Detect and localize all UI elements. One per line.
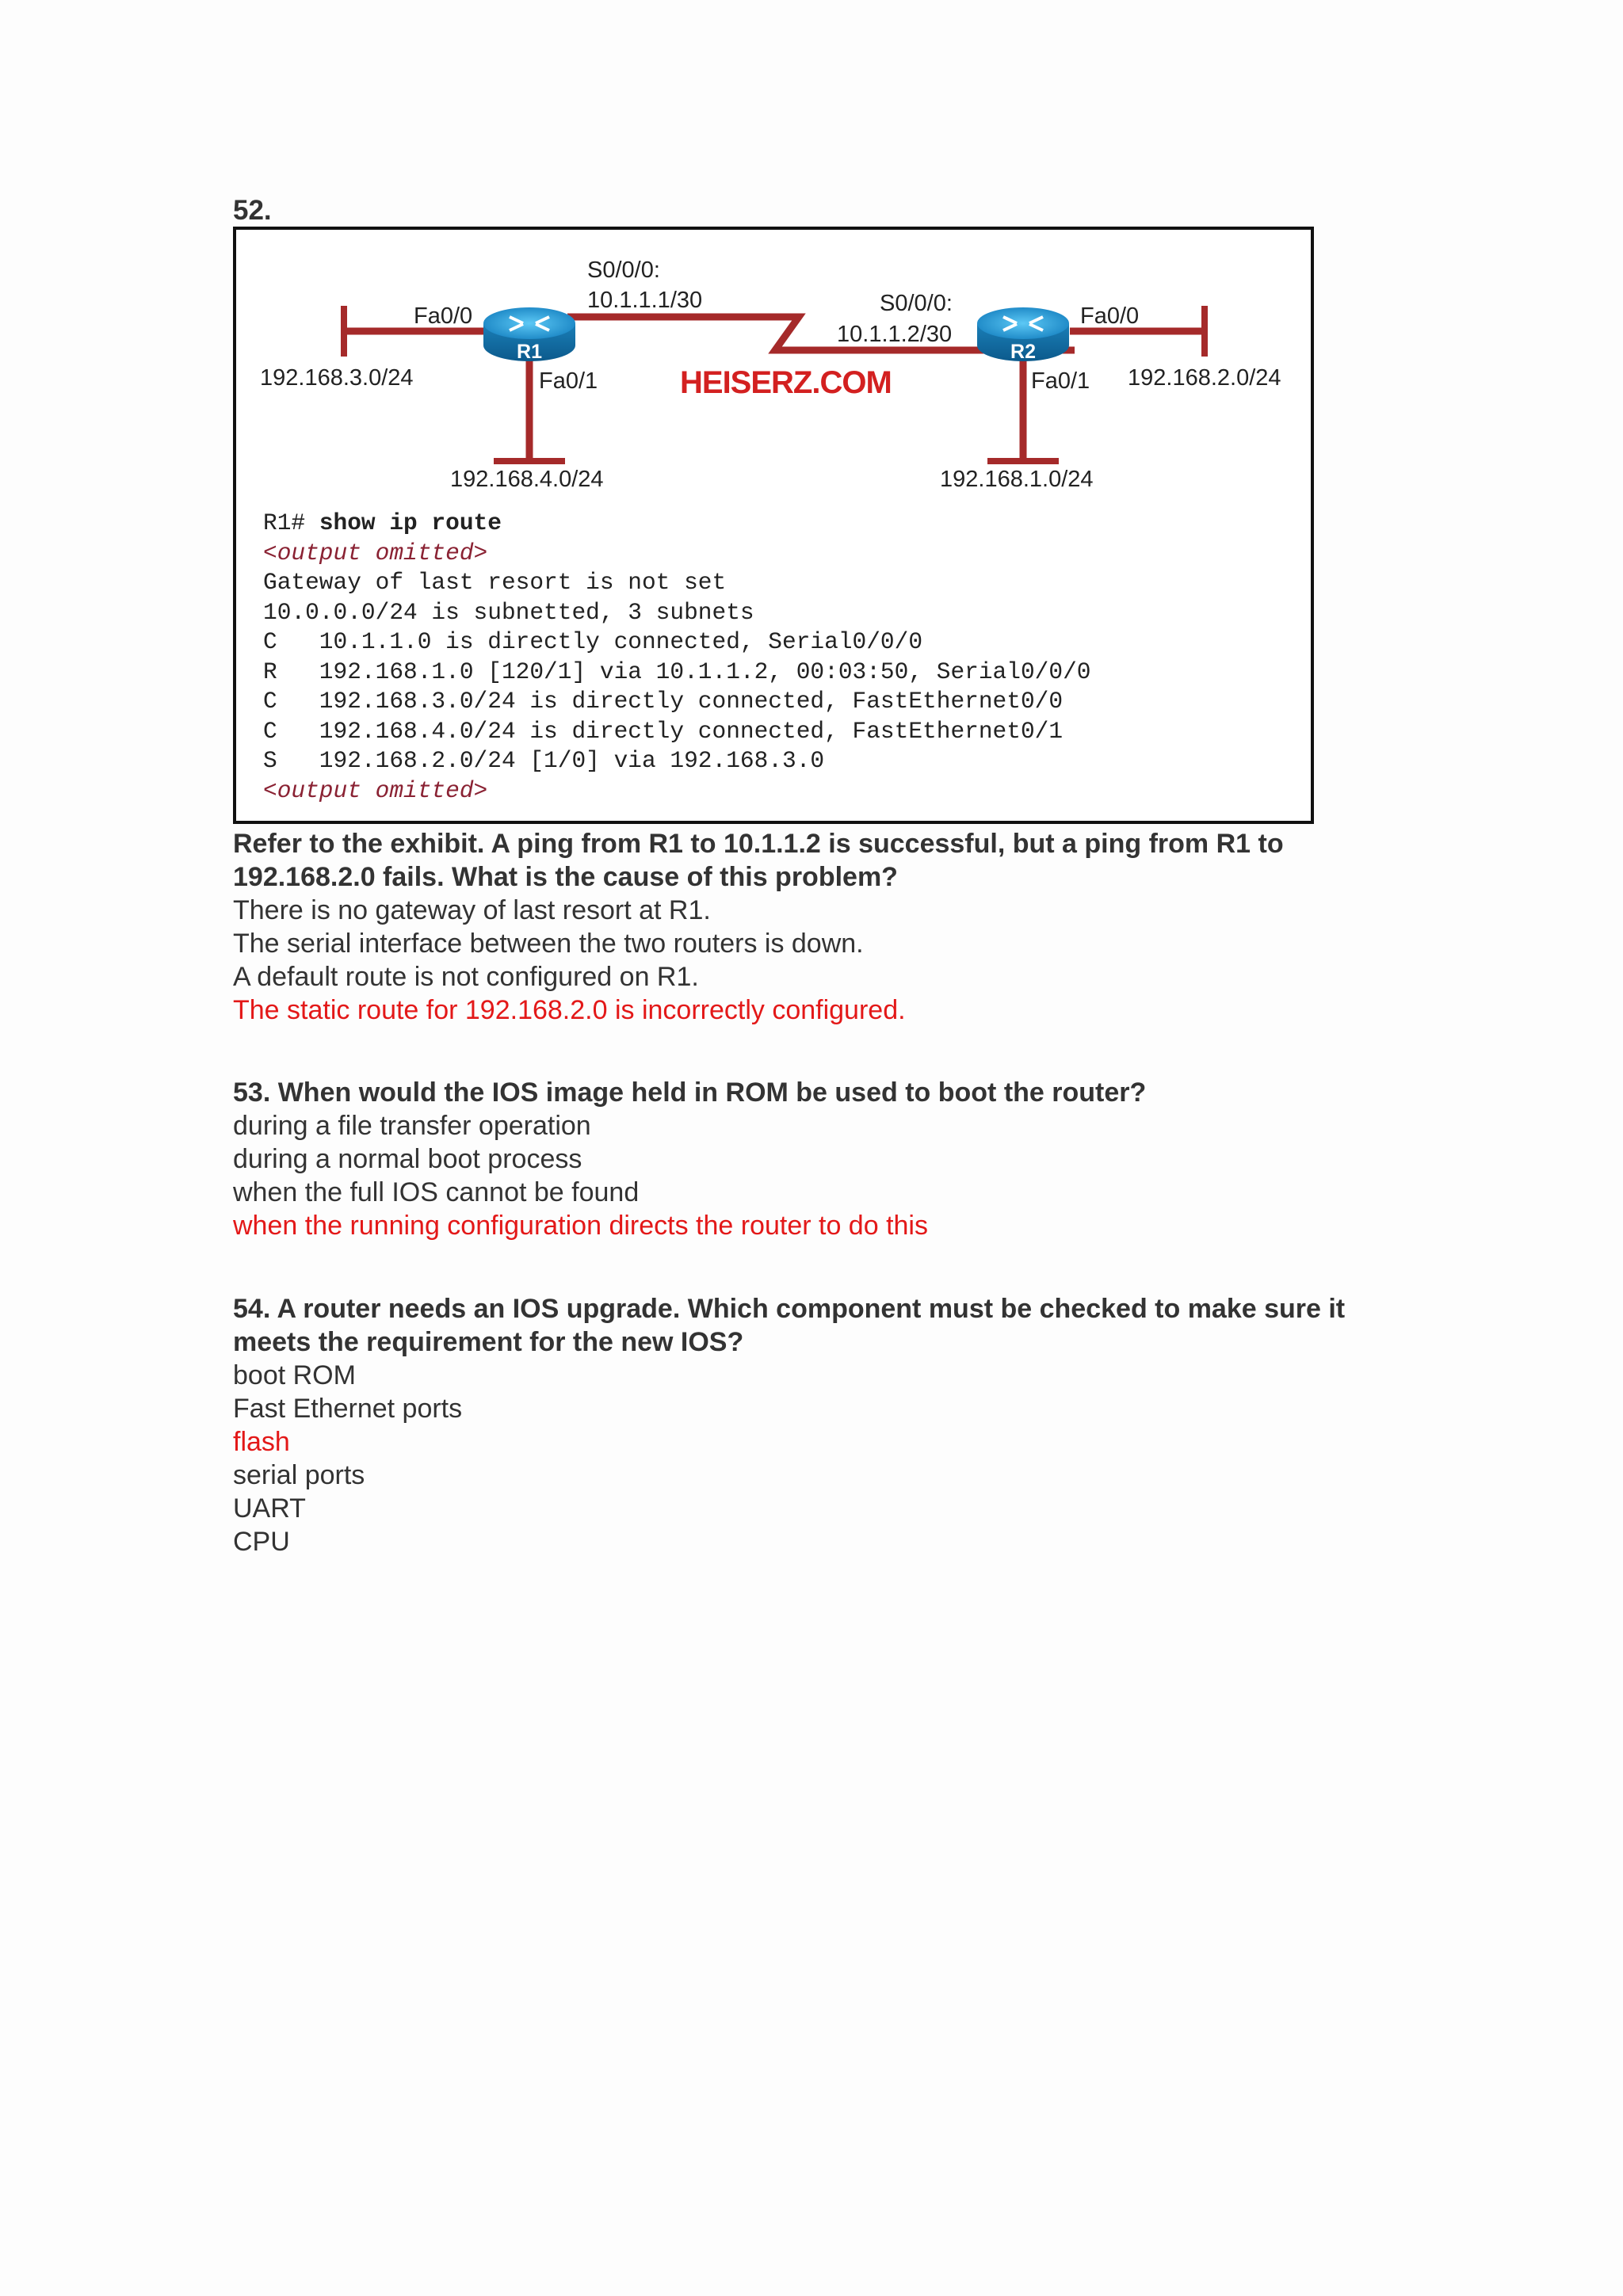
question-54-option: CPU [233,1527,290,1557]
cli-line: S 192.168.2.0/24 [1/0] via 192.168.3.0 [263,747,825,774]
question-53-option: during a normal boot process [233,1144,582,1174]
question-53-option: during a file transfer operation [233,1111,591,1141]
question-53-stem: 53. When would the IOS image held in ROM be used to boot the router? [233,1077,1147,1108]
router-r2-icon [977,307,1069,363]
question-52-number: 52. [233,195,272,226]
question-52-option: The serial interface between the two routers is down. [233,929,864,959]
r2-fa00-label: Fa0/0 [1080,303,1140,329]
question-53-option: when the full IOS cannot be found [233,1177,640,1207]
router-r2-label: R2 [1010,341,1036,363]
cli-output [263,509,1090,806]
cli-omitted-top: <output omitted> [263,539,488,566]
question-54-correct-answer: flash [233,1427,290,1457]
r2-s000-ip: 10.1.1.2/30 [837,322,953,347]
r1-s000-ip: 10.1.1.1/30 [587,288,703,313]
router-r1-icon [483,307,575,363]
r2-fa01-label: Fa0/1 [1031,368,1090,394]
r1-s000-label: S0/0/0: [587,257,660,283]
question-53 [233,1076,1406,1242]
cli-line: 10.0.0.0/24 is subnetted, 3 subnets [263,598,754,626]
network-192-168-4-label: 192.168.4.0/24 [450,467,604,492]
cli-line: Gateway of last resort is not set [263,569,727,596]
question-54-stem: 54. A router needs an IOS upgrade. Which component must be checked to make sure it meets the requirement for the new IOS? [233,1294,1346,1357]
r1-fa01-label: Fa0/1 [539,368,598,394]
watermark-text: HEISERZ.COM [680,365,892,400]
cli-line: R 192.168.1.0 [120/1] via 10.1.1.2, 00:03:50, Serial0/0/0 [263,658,1091,685]
question-54-option: Fast Ethernet ports [233,1394,463,1424]
cli-line: C 192.168.3.0/24 is directly connected, FastEthernet0/0 [263,688,1064,715]
cli-command: show ip route [319,509,502,536]
question-52-correct-answer: The static route for 192.168.2.0 is incorrectly configured. [233,995,906,1025]
question-52-stem: Refer to the exhibit. A ping from R1 to 10.1.1.2 is successful, but a ping from R1 to 192.168.2.0 fails. What is the cause of this problem? [233,829,1284,892]
question-52 [233,827,1374,1027]
network-192-168-2-label: 192.168.2.0/24 [1128,365,1281,391]
cli-prompt: R1# [263,509,319,536]
question-54 [233,1292,1406,1558]
question-54-option: serial ports [233,1460,365,1490]
network-192-168-3-label: 192.168.3.0/24 [260,365,414,391]
question-52-option: There is no gateway of last resort at R1. [233,895,711,925]
question-54-option: boot ROM [233,1360,356,1390]
question-54-option: UART [233,1493,306,1524]
cli-omitted-bottom: <output omitted> [263,776,488,804]
cli-line: C 10.1.1.0 is directly connected, Serial0/0/0 [263,628,923,655]
cli-prompt-line [263,509,1090,539]
network-192-168-1-label: 192.168.1.0/24 [940,467,1094,492]
exhibit-figure [233,227,1314,824]
router-r1-label: R1 [517,341,542,363]
question-52-option: A default route is not configured on R1. [233,962,699,992]
question-53-correct-answer: when the running configuration directs the router to do this [233,1211,928,1241]
cli-line: C 192.168.4.0/24 is directly connected, FastEthernet0/1 [263,717,1064,745]
r1-fa00-label: Fa0/0 [414,303,473,329]
r2-s000-label: S0/0/0: [880,291,953,316]
